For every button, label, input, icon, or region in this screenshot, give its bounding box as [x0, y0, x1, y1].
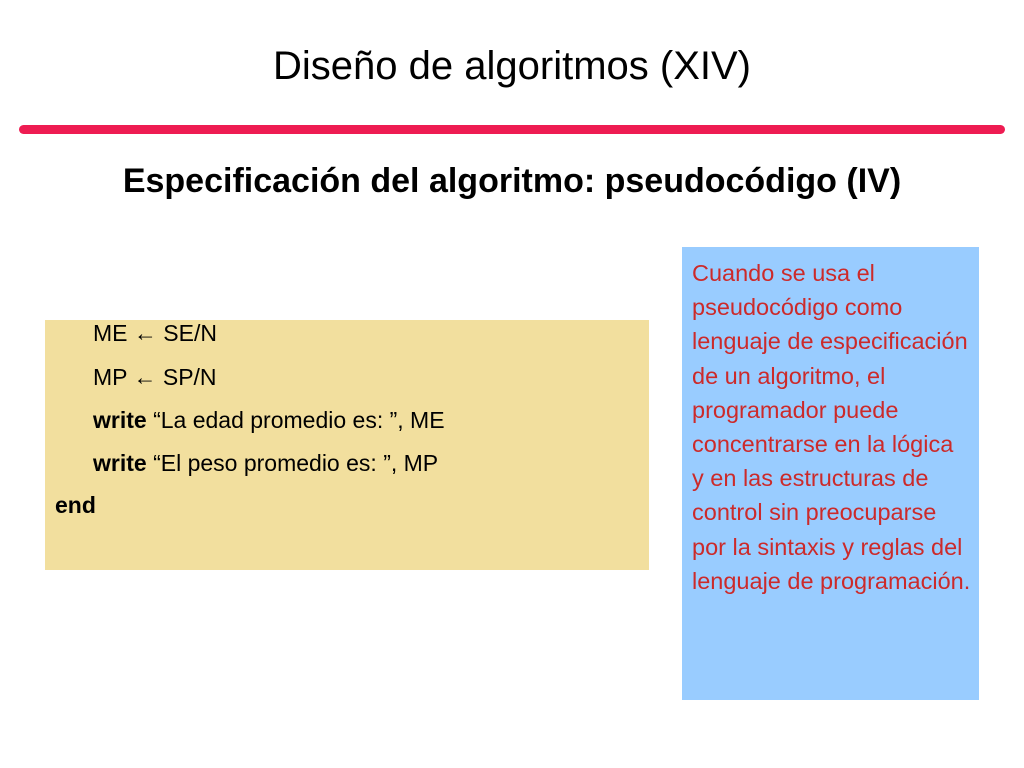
code-text: “El peso promedio es: ”, MP: [146, 450, 439, 476]
code-line: [93, 364, 217, 391]
slide-subtitle: Especificación del algoritmo: pseudocódigo (IV): [122, 162, 902, 200]
code-line: [93, 450, 438, 477]
code-keyword: write: [93, 450, 147, 476]
code-text: ME ← SE/N: [93, 320, 217, 346]
code-line: [55, 492, 96, 519]
note-text: Cuando se usa el pseudocódigo como lenguaje de especificación de un algoritmo, el programador puede concentrarse en la lógica y en las estructuras de control sin preocuparse por la sintaxis y reglas del lenguaje de programación.: [692, 260, 971, 594]
code-text: “La edad promedio es: ”, ME: [146, 407, 445, 433]
note-box: [682, 247, 979, 700]
slide-title: Diseño de algoritmos (XIV): [273, 44, 751, 88]
code-keyword: end: [55, 492, 96, 518]
code-keyword: write: [93, 407, 147, 433]
code-text: MP ← SP/N: [93, 364, 217, 390]
code-line: [93, 320, 217, 347]
code-line: [93, 407, 445, 434]
pseudocode-box: [45, 320, 649, 570]
title-divider: [19, 125, 1005, 134]
